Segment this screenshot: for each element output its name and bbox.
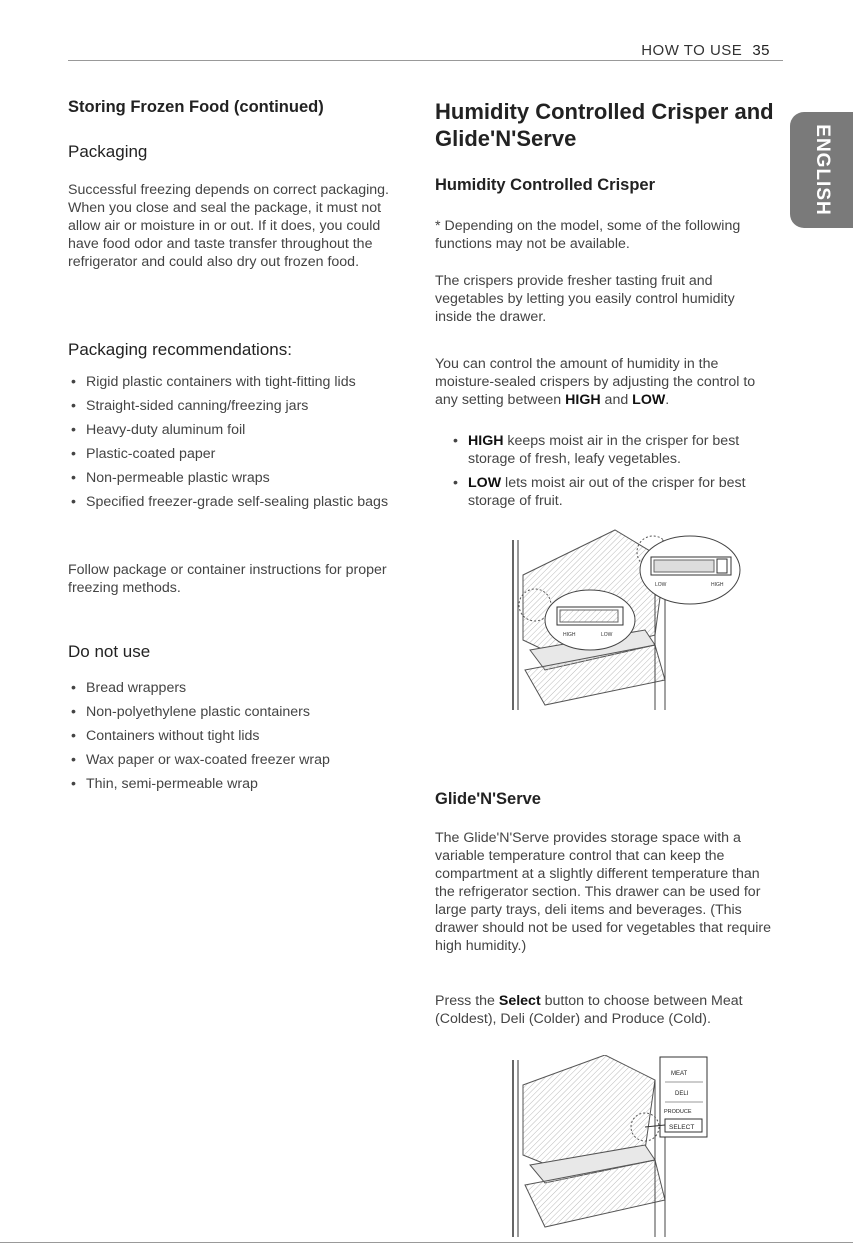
list-item: • Rigid plastic containers with tight-fitting lids	[68, 373, 398, 391]
recommendations-list	[68, 373, 398, 517]
high-label: HIGH	[711, 582, 724, 588]
low-label: LOW	[655, 582, 667, 588]
low-label-lower: LOW	[601, 632, 613, 638]
packaging-body: Successful freezing depends on correct packaging. When you close and seal the package, it must not allow air or moisture in or out. If it does, you could have food odor and taste transfer throughout the refrigerator and could also dry out frozen food.	[68, 182, 389, 270]
section-title: Storing Frozen Food (continued)	[68, 98, 324, 116]
glide-heading: Glide'N'Serve	[435, 790, 541, 808]
do-not-use-list	[68, 679, 398, 799]
footer-rule	[0, 1242, 853, 1243]
crisper-settings-list	[450, 432, 770, 516]
main-title: Humidity Controlled Crisper and Glide'N'Serve	[435, 99, 774, 151]
crisper-control-text: You can control the amount of humidity in the moisture-sealed crispers by adjusting the control to any setting between HIGH and LOW.	[435, 356, 756, 408]
packaging-heading: Packaging	[68, 142, 148, 161]
list-item: • LOW lets moist air out of the crisper for best storage of fruit.	[450, 474, 770, 510]
glide-body: The Glide'N'Serve provides storage space with a variable temperature control that can keep the compartment at a slightly different temperature than the refrigerator section. This drawer can be used for large party trays, deli items and beverages. (This drawer should not be used for vegetables that require high humidity.)	[435, 830, 771, 954]
header-section: HOW TO USE	[641, 42, 743, 59]
list-item: • Straight-sided canning/freezing jars	[68, 397, 398, 415]
crisper-intro: The crispers provide fresher tasting fruit and vegetables by letting you easily control humidity inside the drawer.	[435, 273, 735, 325]
crisper-illustration	[505, 520, 750, 715]
list-item: • Containers without tight lids	[68, 727, 398, 745]
list-item: • HIGH keeps moist air in the crisper for best storage of fresh, leafy vegetables.	[450, 432, 770, 468]
glide-select-text: Press the Select button to choose between Meat (Coldest), Deli (Colder) and Produce (Cold).	[435, 993, 743, 1027]
list-item: • Plastic-coated paper	[68, 445, 398, 463]
select-button-label: SELECT	[669, 1124, 695, 1131]
select-keyword: Select	[498, 993, 541, 1009]
list-item: • Thin, semi-permeable wrap	[68, 775, 398, 793]
do-not-use-heading: Do not use	[68, 642, 151, 661]
list-item: • Heavy-duty aluminum foil	[68, 421, 398, 439]
header-rule	[68, 60, 783, 61]
list-item: • Wax paper or wax-coated freezer wrap	[68, 751, 398, 769]
high-label-lower: HIGH	[563, 632, 576, 638]
page-number: 35	[752, 42, 770, 59]
language-tab-label: ENGLISH	[811, 124, 833, 216]
recommendations-footer: Follow package or container instructions for proper freezing methods.	[68, 562, 387, 596]
running-header	[620, 42, 770, 59]
crisper-note: * Depending on the model, some of the following functions may not be available.	[435, 218, 741, 252]
language-tab	[790, 112, 853, 228]
produce-label: PRODUCE	[664, 1109, 692, 1115]
crisper-heading: Humidity Controlled Crisper	[435, 176, 656, 194]
list-item: • Specified freezer-grade self-sealing plastic bags	[68, 493, 398, 511]
recommendations-heading: Packaging recommendations:	[68, 340, 292, 359]
glide-illustration	[505, 1055, 715, 1240]
meat-label: MEAT	[671, 1071, 688, 1077]
list-item: • Non-polyethylene plastic containers	[68, 703, 398, 721]
list-item: • Bread wrappers	[68, 679, 398, 697]
list-item: • Non-permeable plastic wraps	[68, 469, 398, 487]
deli-label: DELI	[675, 1091, 689, 1097]
high-keyword: HIGH	[565, 392, 601, 408]
low-keyword: LOW	[632, 392, 666, 408]
